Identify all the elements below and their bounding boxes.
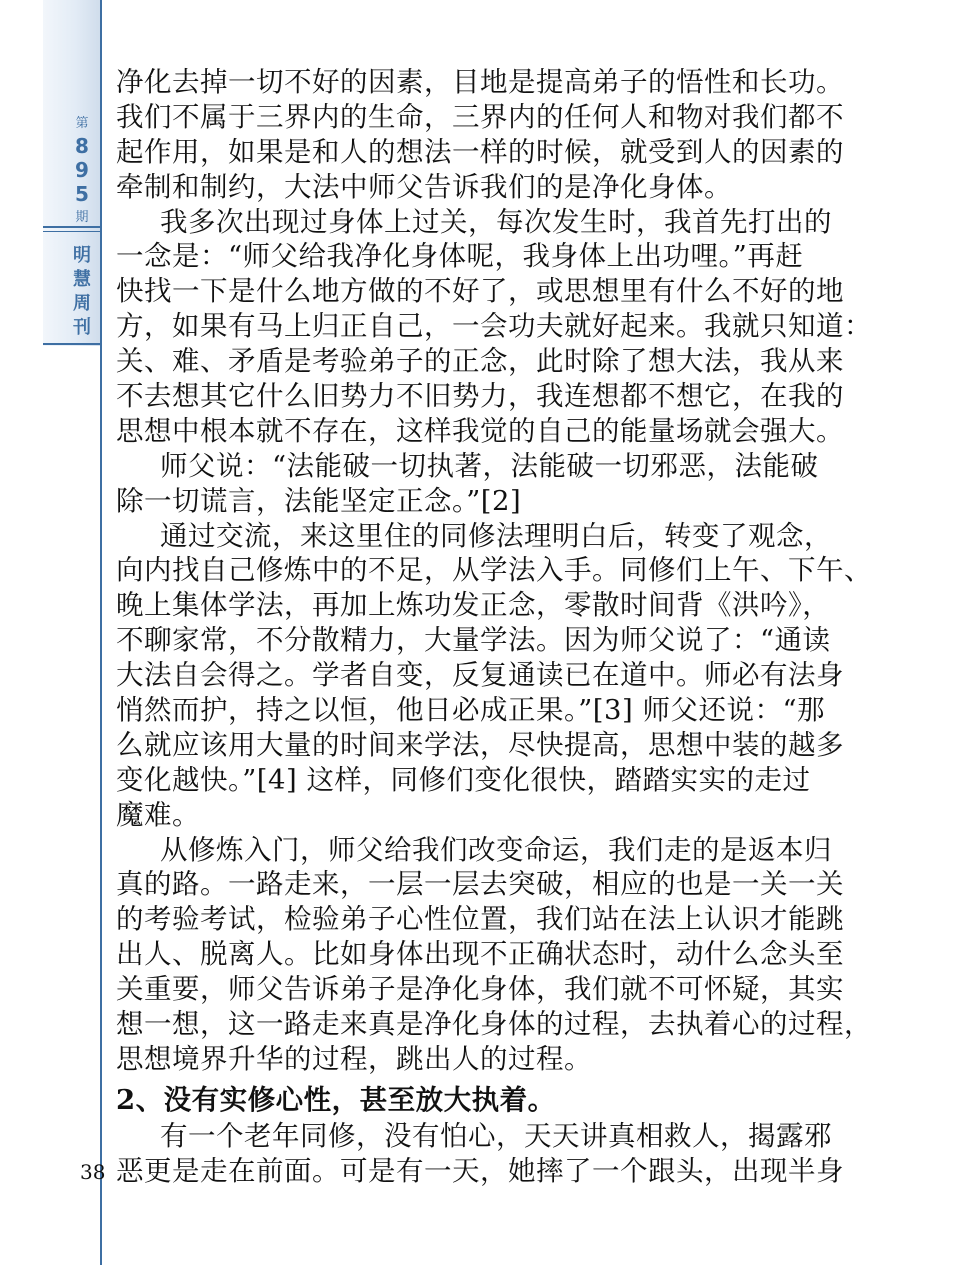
publication-char: 刊: [73, 317, 91, 338]
text-line: 牵制和制约，大法中师父告诉我们的是净化身体。: [116, 170, 732, 203]
text-line: 出人、脱离人。比如身体出现不正确状态时，动什么念头至: [116, 938, 844, 971]
article-body: [116, 65, 872, 1189]
text-line: 方，如果有马上归正自己，一会功夫就好起来。我就只知道：: [116, 310, 872, 343]
divider: [43, 343, 100, 345]
text-line: 师父说：“法能破一切执著，法能破一切邪恶，法能破: [160, 449, 819, 482]
text-line: 大法自会得之。学者自变，反复通读已在道中。师必有法身: [116, 659, 844, 692]
text-line: 魔难。: [116, 798, 200, 831]
text-line: 想一想，这一路走来真是净化身体的过程，去执着心的过程，: [116, 1008, 872, 1041]
text-line: 一念是：“师父给我净化身体呢，我身体上出功哩。”再赶: [116, 240, 804, 273]
text-line: 不去想其它什么旧势力不旧势力，我连想都不想它，在我的: [116, 380, 844, 413]
text-line: 思想境界升华的过程，跳出人的过程。: [116, 1042, 592, 1075]
paragraph-block: [116, 65, 872, 1077]
text-line: 不聊家常，不分散精力，大量学法。因为师父说了：“通读: [116, 624, 831, 657]
publication-char: 慧: [73, 269, 91, 290]
text-line: 变化越快。”[4] 这样，同修们变化很快，踏踏实实的走过: [116, 763, 811, 796]
text-line: 悄然而护，持之以恒，他日必成正果。”[3] 师父还说：“那: [116, 694, 826, 727]
text-line: 我们不属于三界内的生命，三界内的任何人和物对我们都不: [116, 100, 844, 133]
divider: [43, 231, 100, 232]
section-heading: 2、没有实修心性，甚至放大执着。: [116, 1083, 556, 1116]
text-line: 真的路。一路走来，一层一层去突破，相应的也是一关一关: [116, 868, 844, 901]
issue-suffix: 期: [75, 210, 89, 225]
text-line: 的考验考试，检验弟子心性位置，我们站在法上认识才能跳: [116, 903, 844, 936]
text-line: 通过交流，来这里住的同修法理明白后，转变了观念，: [160, 519, 832, 552]
issue-digit: 9: [75, 158, 89, 182]
publication-char: 明: [73, 245, 91, 266]
text-line: 思想中根本就不存在，这样我觉的自己的能量场就会强大。: [116, 414, 844, 447]
sidebar: [0, 0, 101, 1265]
publication-char: 周: [73, 293, 91, 314]
text-line: 关重要，师父告诉弟子是净化身体，我们就不可怀疑，其实: [116, 973, 844, 1006]
text-line: 除一切谎言，法能坚定正念。”[2]: [116, 484, 522, 517]
sidebar-border: [100, 0, 102, 1265]
paragraph-block: [116, 1119, 868, 1189]
text-line: 么就应该用大量的时间来学法，尽快提高，思想中装的越多: [116, 728, 844, 761]
page-number: 38: [80, 1160, 106, 1184]
text-line: 晚上集体学法，再加上炼功发正念，零散时间背《洪吟》，: [116, 589, 831, 622]
text-line: 起作用，如果是和人的想法一样的时候，就受到人的因素的: [116, 135, 844, 168]
divider: [43, 226, 100, 228]
text-line: 快找一下是什么地方做的不好了，或思想里有什么不好的地: [116, 275, 844, 308]
issue-prefix: 第: [75, 116, 89, 131]
publication-name: [62, 244, 102, 340]
text-line: 恶更是走在前面。可是有一天，她摔了一个跟头，出现半身: [116, 1154, 844, 1187]
text-line: 净化去掉一切不好的因素，目地是提高弟子的悟性和长功。: [116, 66, 844, 98]
issue-digit: 5: [75, 182, 89, 206]
text-line: 关、难、矛盾是考验弟子的正念，此时除了想大法，我从来: [116, 345, 844, 378]
text-line: 有一个老年同修，没有怕心，天天讲真相救人，揭露邪: [160, 1119, 832, 1152]
text-line: 我多次出现过身体上过关，每次发生时，我首先打出的: [160, 205, 832, 238]
text-line: 向内找自己修炼中的不足，从学法入手。同修们上午、下午、: [116, 554, 872, 587]
issue-digit: 8: [75, 134, 89, 158]
text-line: 从修炼入门，师父给我们改变命运，我们走的是返本归: [160, 833, 832, 866]
